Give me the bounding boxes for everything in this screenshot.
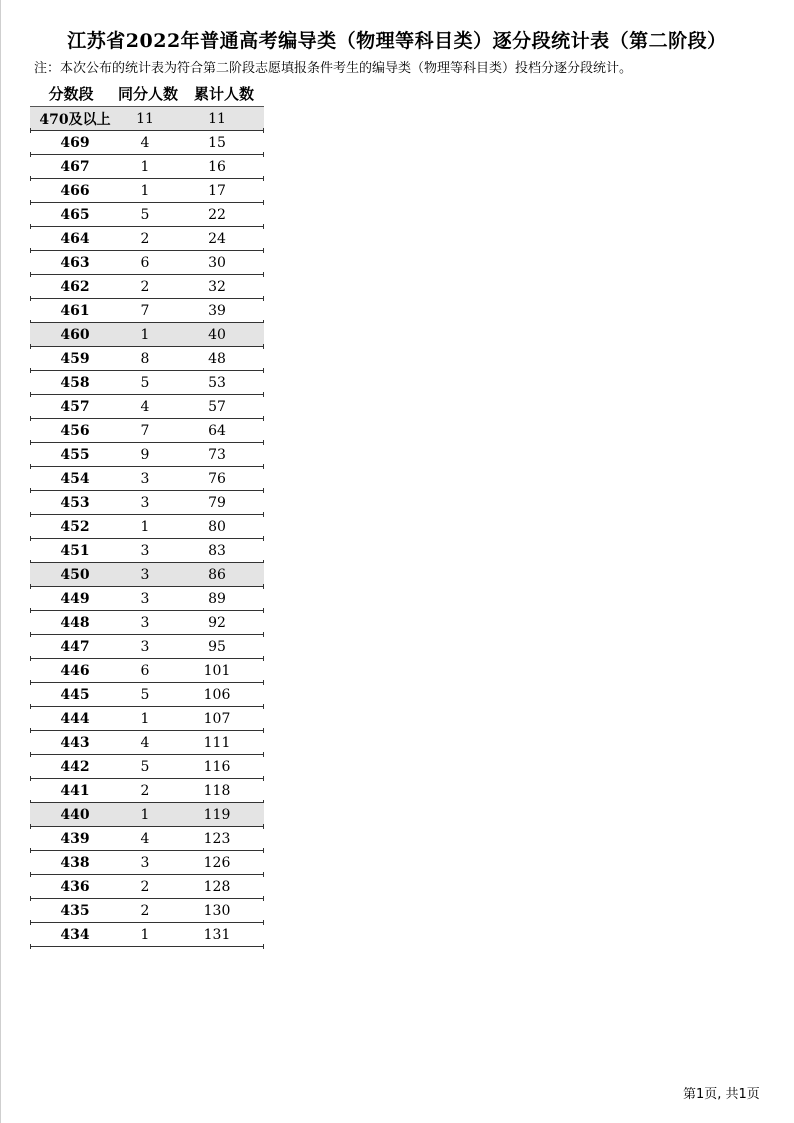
row-cumulative-count: 76	[208, 470, 226, 487]
row-cumulative-count: 119	[203, 806, 231, 823]
table-row	[30, 467, 264, 491]
table-row	[30, 659, 264, 683]
row-score: 450	[60, 566, 90, 583]
row-same-count: 3	[140, 566, 150, 583]
row-cumulative-count: 130	[203, 902, 231, 919]
row-same-count: 1	[140, 326, 150, 343]
table-row	[30, 323, 264, 347]
page-footer: 第1页, 共1页	[683, 1087, 760, 1102]
row-same-count: 1	[140, 926, 150, 943]
row-cumulative-count: 111	[203, 734, 231, 751]
table-row	[30, 779, 264, 803]
row-score: 453	[60, 494, 90, 511]
table-row	[30, 539, 264, 563]
row-same-count: 3	[140, 590, 150, 607]
row-score: 466	[60, 182, 90, 199]
row-score: 460	[60, 326, 90, 343]
row-cumulative-count: 64	[208, 422, 226, 439]
table-row	[30, 155, 264, 179]
row-cumulative-count: 16	[208, 158, 226, 175]
row-score: 459	[60, 350, 90, 367]
row-same-count: 2	[140, 878, 150, 895]
row-same-count: 3	[140, 542, 150, 559]
row-score: 456	[60, 422, 90, 439]
row-score: 445	[60, 686, 90, 703]
row-same-count: 2	[140, 278, 150, 295]
row-same-count: 5	[140, 374, 150, 391]
row-cumulative-count: 107	[203, 710, 231, 727]
row-score: 446	[60, 662, 90, 679]
row-same-count: 3	[140, 638, 150, 655]
row-same-count: 1	[140, 158, 150, 175]
row-cumulative-count: 57	[208, 398, 226, 415]
table-row	[30, 611, 264, 635]
table-row	[30, 923, 264, 947]
row-cumulative-count: 131	[203, 926, 231, 943]
row-same-count: 11	[136, 110, 154, 127]
table-row	[30, 107, 264, 131]
row-cumulative-count: 22	[208, 206, 226, 223]
table-row	[30, 635, 264, 659]
table-row	[30, 731, 264, 755]
table-row	[30, 227, 264, 251]
row-score: 447	[60, 638, 90, 655]
row-score: 438	[60, 854, 90, 871]
header-same-count: 同分人数	[117, 84, 178, 103]
row-score: 434	[60, 926, 90, 943]
row-score: 439	[60, 830, 90, 847]
row-same-count: 7	[140, 302, 150, 319]
row-score: 455	[60, 446, 90, 463]
row-cumulative-count: 48	[208, 350, 226, 367]
row-cumulative-count: 30	[208, 254, 226, 271]
row-same-count: 5	[140, 758, 150, 775]
row-cumulative-count: 53	[208, 374, 226, 391]
page-note: 注：本次公布的统计表为符合第二阶段志愿填报条件考生的编导类（物理等科目类）投档分逐分段统计。	[34, 61, 633, 76]
row-cumulative-count: 24	[208, 230, 226, 247]
row-cumulative-count: 73	[208, 446, 226, 463]
row-cumulative-count: 128	[203, 878, 231, 895]
header-score: 分数段	[48, 84, 94, 103]
row-same-count: 2	[140, 782, 150, 799]
row-same-count: 2	[140, 902, 150, 919]
row-same-count: 5	[140, 686, 150, 703]
row-same-count: 3	[140, 494, 150, 511]
row-same-count: 4	[140, 734, 150, 751]
row-score: 440	[60, 806, 90, 823]
table-row	[30, 707, 264, 731]
row-same-count: 1	[140, 182, 150, 199]
table-row	[30, 251, 264, 275]
row-score: 465	[60, 206, 90, 223]
table-header	[30, 80, 264, 106]
row-score: 449	[60, 590, 90, 607]
row-same-count: 3	[140, 470, 150, 487]
table-row	[30, 131, 264, 155]
table-row	[30, 875, 264, 899]
row-cumulative-count: 95	[208, 638, 226, 655]
row-same-count: 3	[140, 854, 150, 871]
row-same-count: 4	[140, 134, 150, 151]
row-same-count: 6	[140, 254, 150, 271]
row-cumulative-count: 83	[208, 542, 226, 559]
table-row	[30, 683, 264, 707]
row-same-count: 1	[140, 710, 150, 727]
row-same-count: 7	[140, 422, 150, 439]
row-same-count: 3	[140, 614, 150, 631]
table-row	[30, 443, 264, 467]
row-cumulative-count: 126	[203, 854, 231, 871]
row-score: 448	[60, 614, 90, 631]
row-same-count: 6	[140, 662, 150, 679]
row-cumulative-count: 15	[208, 134, 226, 151]
row-cumulative-count: 123	[203, 830, 231, 847]
row-same-count: 4	[140, 830, 150, 847]
row-cumulative-count: 39	[208, 302, 226, 319]
row-same-count: 4	[140, 398, 150, 415]
table-row	[30, 587, 264, 611]
row-cumulative-count: 40	[208, 326, 226, 343]
row-cumulative-count: 92	[208, 614, 226, 631]
row-cumulative-count: 79	[208, 494, 226, 511]
page-title: 江苏省2022年普通高考编导类（物理等科目类）逐分段统计表（第二阶段）	[67, 30, 727, 52]
table-row	[30, 827, 264, 851]
row-score: 435	[60, 902, 90, 919]
row-score: 436	[60, 878, 90, 895]
row-score: 457	[60, 398, 90, 415]
row-cumulative-count: 17	[208, 182, 226, 199]
table-row	[30, 275, 264, 299]
table-row	[30, 395, 264, 419]
row-score: 443	[60, 734, 90, 751]
row-same-count: 1	[140, 806, 150, 823]
page-left-edge	[0, 0, 1, 1123]
table-row	[30, 851, 264, 875]
row-same-count: 9	[140, 446, 150, 463]
row-cumulative-count: 116	[203, 758, 231, 775]
table-row	[30, 755, 264, 779]
row-cumulative-count: 80	[208, 518, 226, 535]
row-cumulative-count: 32	[208, 278, 226, 295]
score-table	[30, 80, 264, 947]
row-same-count: 8	[140, 350, 150, 367]
table-row	[30, 899, 264, 923]
row-score: 454	[60, 470, 90, 487]
row-score: 470及以上	[39, 111, 111, 128]
table-row	[30, 347, 264, 371]
row-score: 469	[60, 134, 90, 151]
table-body	[30, 106, 264, 947]
row-score: 442	[60, 758, 90, 775]
row-score: 461	[60, 302, 90, 319]
table-row	[30, 419, 264, 443]
row-same-count: 2	[140, 230, 150, 247]
row-cumulative-count: 89	[208, 590, 226, 607]
row-cumulative-count: 11	[208, 110, 226, 127]
table-row	[30, 203, 264, 227]
table-row	[30, 491, 264, 515]
row-score: 464	[60, 230, 90, 247]
row-score: 462	[60, 278, 90, 295]
row-cumulative-count: 101	[203, 662, 231, 679]
table-row	[30, 515, 264, 539]
row-score: 467	[60, 158, 90, 175]
row-cumulative-count: 118	[203, 782, 231, 799]
row-score: 451	[60, 542, 90, 559]
row-cumulative-count: 86	[208, 566, 226, 583]
table-row	[30, 371, 264, 395]
row-score: 452	[60, 518, 90, 535]
row-score: 441	[60, 782, 90, 799]
header-cumulative-count: 累计人数	[193, 84, 254, 103]
row-score: 458	[60, 374, 90, 391]
table-row	[30, 179, 264, 203]
row-cumulative-count: 106	[203, 686, 231, 703]
row-same-count: 1	[140, 518, 150, 535]
table-row	[30, 563, 264, 587]
table-row	[30, 299, 264, 323]
table-row	[30, 803, 264, 827]
row-score: 463	[60, 254, 90, 271]
row-score: 444	[60, 710, 90, 727]
row-same-count: 5	[140, 206, 150, 223]
